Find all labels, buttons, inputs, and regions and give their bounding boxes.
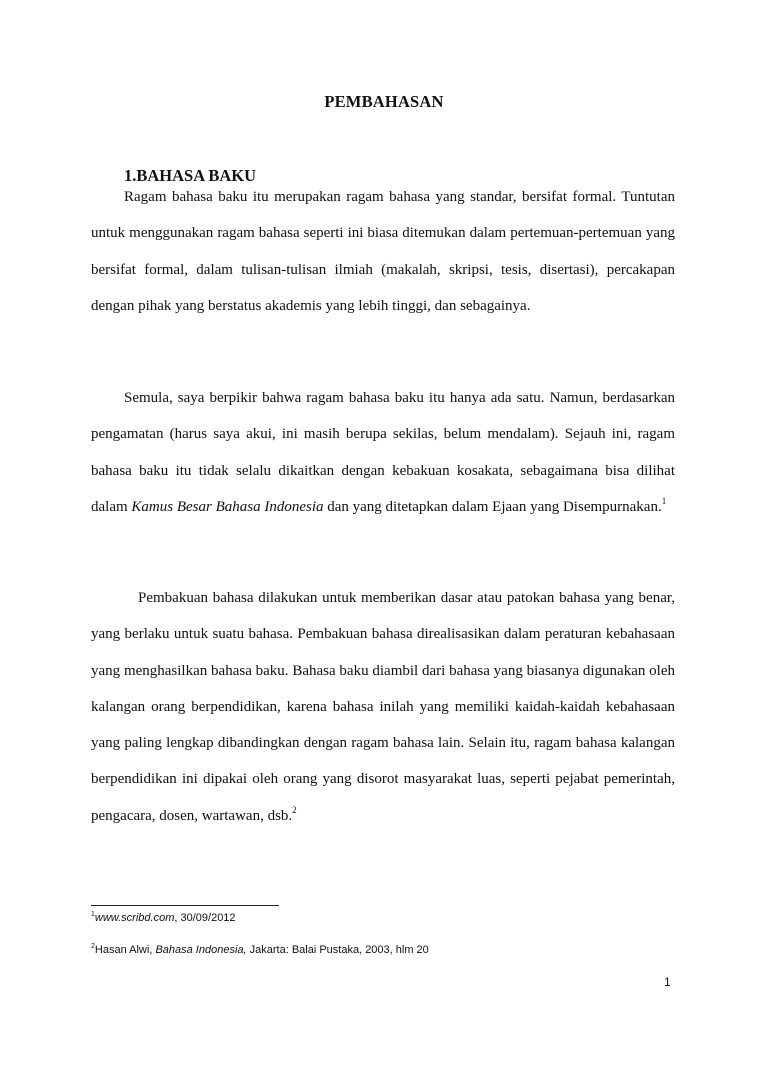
paragraph-1-text: Ragam bahasa baku itu merupakan ragam bahasa yang standar, bersifat formal. Tuntutan untuk menggunakan ragam bahasa seperti ini biasa ditemukan dalam pertemuan-pertemuan yang bersifat formal, dalam tulisan-tulisan ilmiah (makalah, skripsi, tesis, disertasi), percakapan dengan pihak yang berstatus akademis yang lebih tinggi, dan sebagainya.	[91, 189, 675, 314]
footnote-separator	[91, 905, 279, 906]
footnote-2	[91, 944, 429, 956]
paragraph-3	[91, 580, 675, 834]
paragraph-2-text-after: dan yang ditetapkan dalam Ejaan yang Disempurnakan.	[323, 498, 662, 515]
paragraph-1	[91, 179, 675, 324]
footnote-1-number: 1	[91, 911, 95, 918]
footnote-1	[91, 912, 236, 924]
page-title: PEMBAHASAN	[324, 92, 444, 111]
book-title-kbbi: Kamus Besar Bahasa Indonesia	[131, 498, 324, 515]
page-number: 1	[664, 975, 671, 989]
footnote-2-publication: Jakarta: Balai Pustaka, 2003, hlm 20	[246, 944, 429, 956]
footnote-ref-2[interactable]: 2	[292, 804, 297, 815]
paragraph-3-text: Pembakuan bahasa dilakukan untuk memberikan dasar atau patokan bahasa yang benar, yang berlaku untuk suatu bahasa. Pembakuan bahasa direalisasikan dalam peraturan kebahasaan yang menghasilkan bahasa baku. Bahasa baku diambil dari bahasa yang biasanya digunakan oleh kalangan orang berpendidikan, karena bahasa inilah yang memiliki kaidah-kaidah kebahasaan yang paling lengkap dibandingkan dengan ragam bahasa lain. Selain itu, ragam bahasa kalangan berpendidikan ini dipakai oleh orang yang disorot masyarakat luas, seperti pejabat pemerintah, pengacara, dosen, wartawan, dsb.	[91, 590, 675, 824]
footnote-1-source: www.scribd.com	[94, 912, 175, 924]
paragraph-2	[91, 380, 675, 525]
footnote-2-number: 2	[91, 943, 95, 950]
footnote-2-book-title: Bahasa Indonesia,	[155, 944, 247, 956]
paragraph-2-text-before: Semula, saya berpikir bahwa ragam bahasa baku itu hanya ada satu. Namun, berdasarkan pengamatan (harus saya akui, ini masih berupa sekilas, belum mendalam). Sejauh ini, ragam bahasa baku itu tidak selalu dikaitkan dengan kebakuan kosakata, sebagaimana bisa dilihat dalam	[91, 390, 675, 515]
footnote-1-date: , 30/09/2012	[174, 912, 236, 924]
footnote-ref-1[interactable]: 1	[661, 495, 667, 506]
section-heading: 1.BAHASA BAKU	[124, 166, 257, 185]
footnote-2-author: Hasan Alwi,	[94, 944, 156, 956]
